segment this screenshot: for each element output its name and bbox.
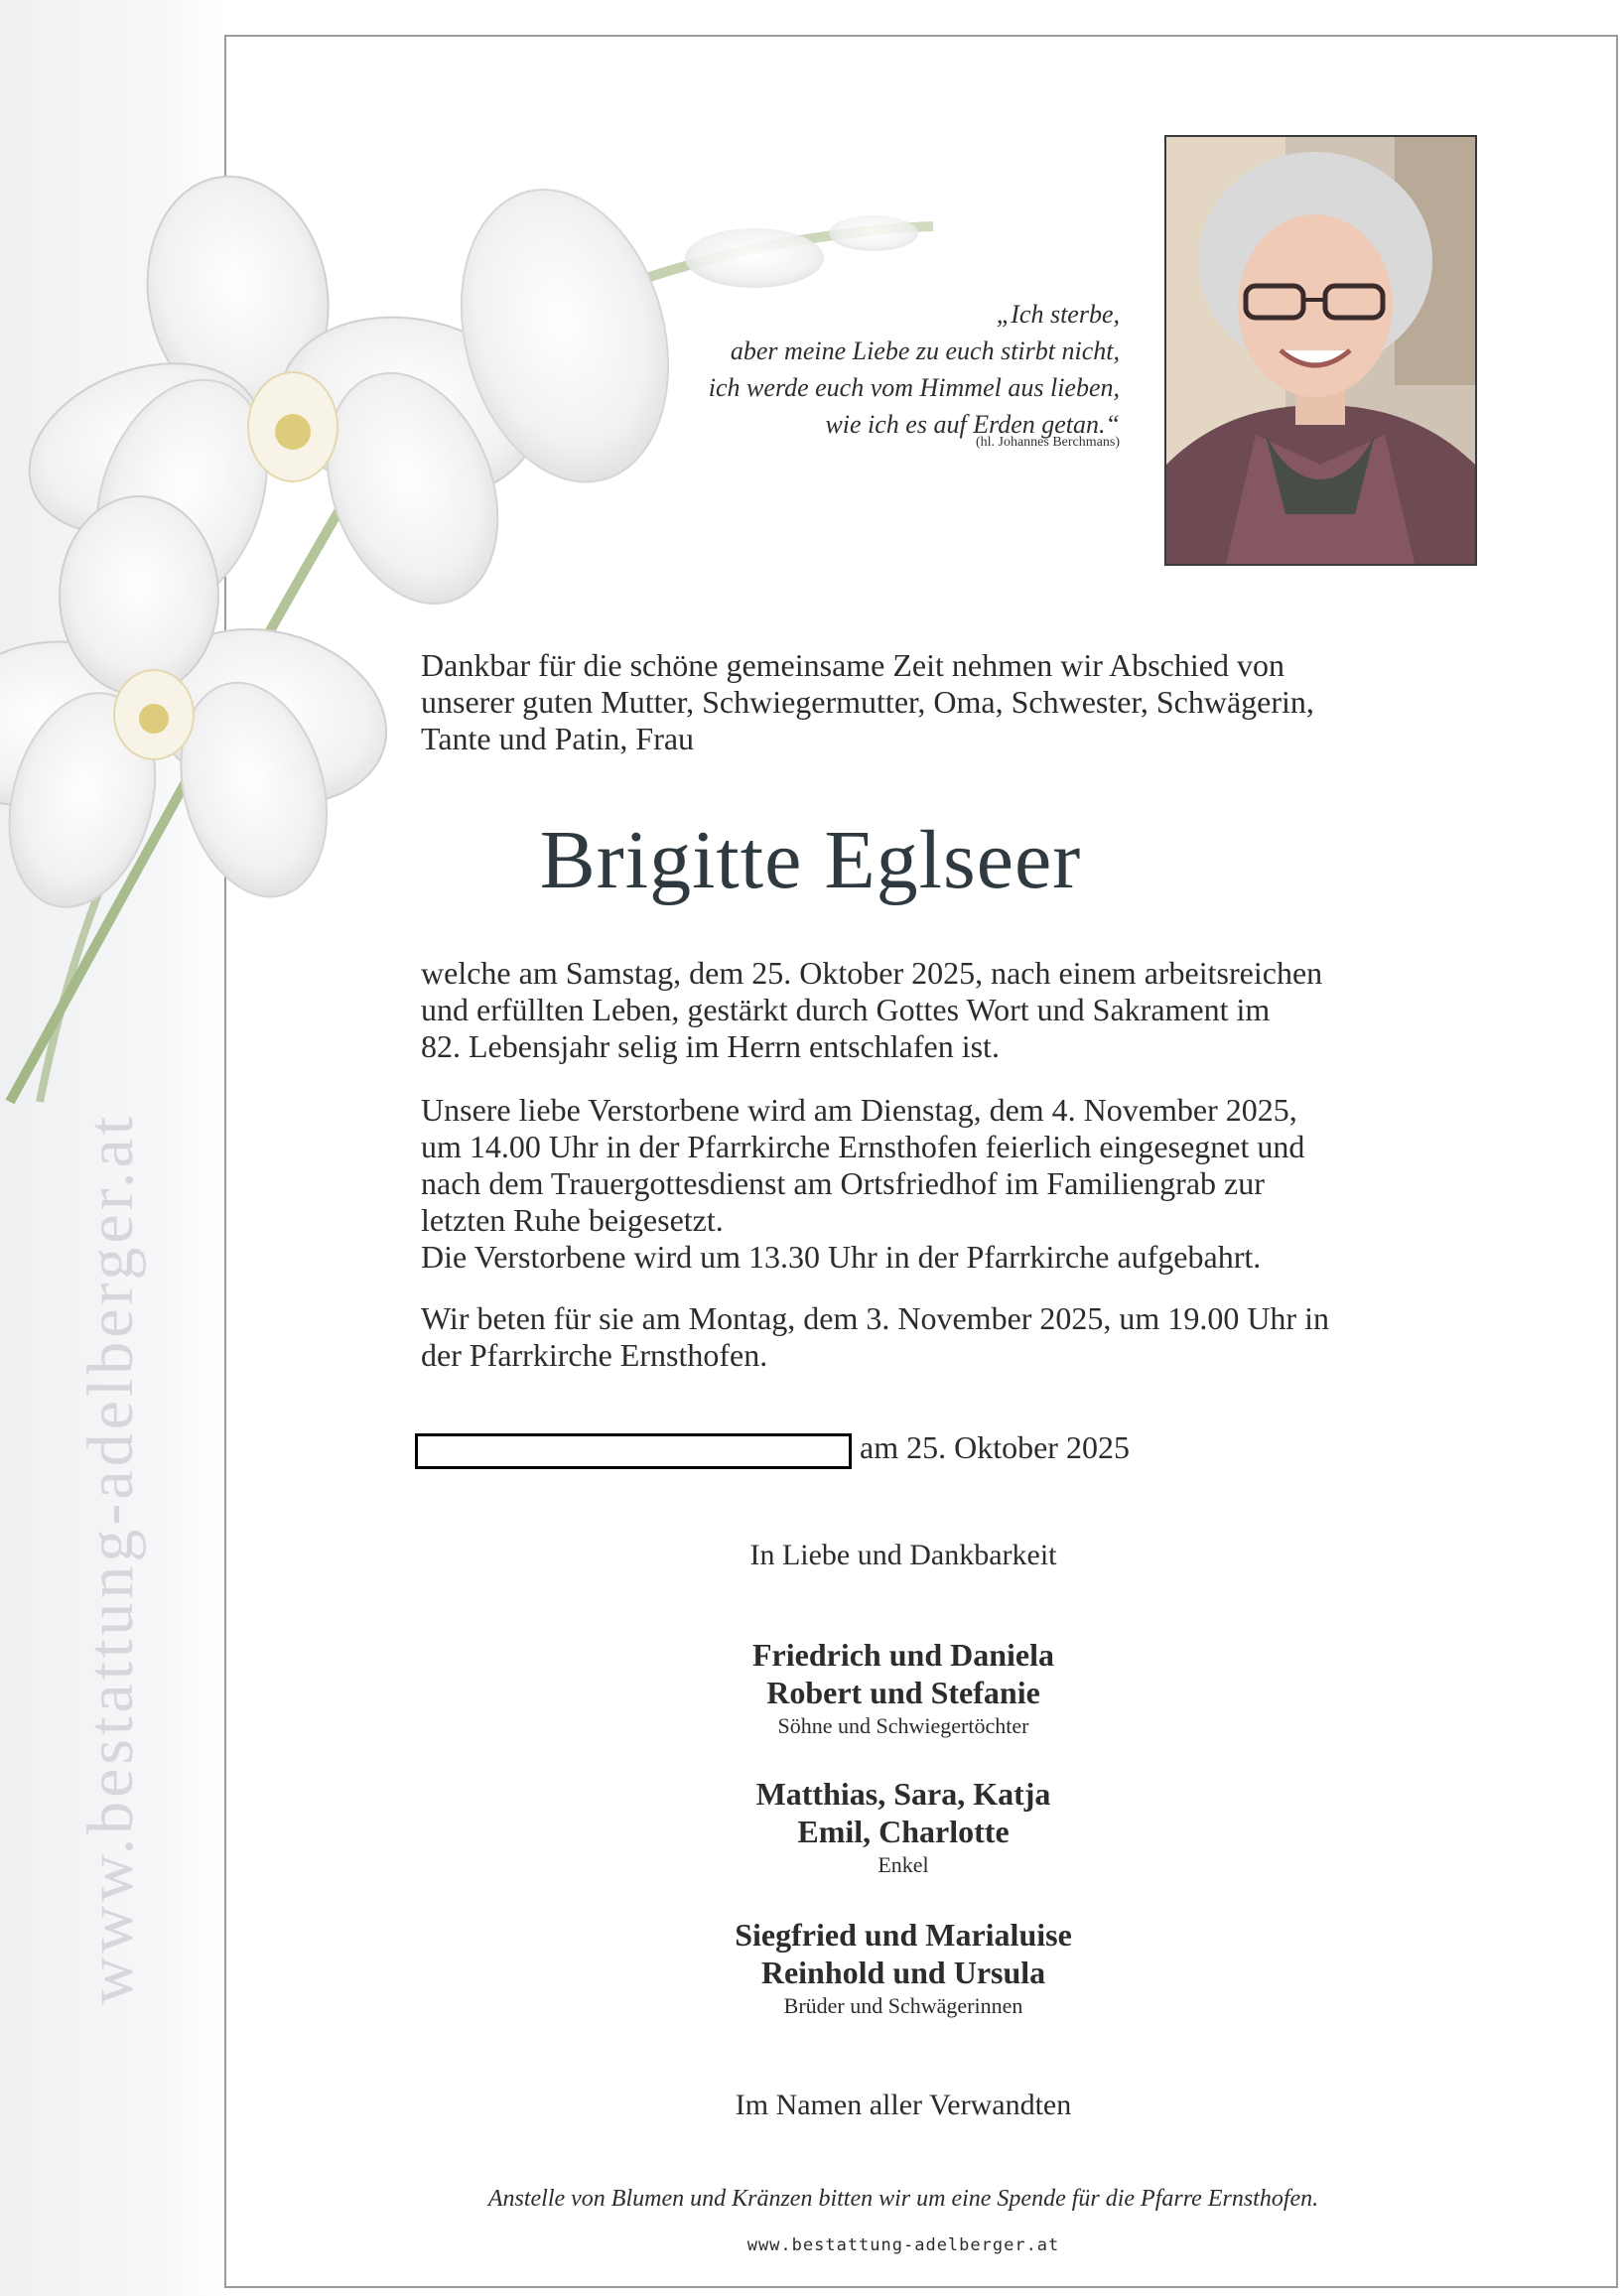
family-role: Brüder und Schwägerinnen	[783, 1993, 1023, 2018]
death-line: 82. Lebensjahr selig im Herrn entschlafen ist.	[421, 1028, 1000, 1064]
footer-url: www.bestattung-adelberger.at	[746, 2235, 1060, 2255]
prayer-line: der Pfarrkirche Ernsthofen.	[421, 1337, 768, 1373]
intro-line: unserer guten Mutter, Schwiegermutter, Oma, Schwester, Schwägerin,	[421, 684, 1314, 720]
family-names: Emil, Charlotte	[797, 1814, 1010, 1849]
family-group-siblings	[0, 1916, 1621, 2021]
family-names: Reinhold und Ursula	[760, 1955, 1046, 1990]
family-role: Söhne und Schwiegertöchter	[777, 1713, 1029, 1738]
funeral-line: Die Verstorbene wird um 13.30 Uhr in der Pfarrkirche aufgebahrt.	[421, 1239, 1262, 1275]
family-group-grandchildren	[0, 1775, 1621, 1880]
intro-paragraph	[421, 647, 1384, 757]
funeral-line: Unsere liebe Verstorbene wird am Dienstag, dem 4. November 2025,	[421, 1092, 1297, 1128]
portrait-illustration	[1166, 137, 1475, 564]
quote-block	[604, 296, 1120, 443]
quote-line: wie ich es auf Erden getan.“	[825, 410, 1120, 439]
quote-line: aber meine Liebe zu euch stirbt nicht,	[730, 337, 1120, 365]
family-names: Siegfried und Marialuise	[735, 1917, 1072, 1953]
quote-line: „Ich sterbe,	[996, 300, 1120, 329]
donation-note: Anstelle von Blumen und Kränzen bitten wir um eine Spende für die Pfarre Ernsthofen.	[487, 2186, 1319, 2212]
watermark-url: www.bestattung-adelberger.at	[74, 1112, 147, 2005]
death-paragraph	[421, 955, 1384, 1065]
place-date: am 25. Oktober 2025	[860, 1429, 1130, 1465]
quote-line: ich werde euch vom Himmel aus lieben,	[708, 373, 1120, 402]
family-names: Matthias, Sara, Katja	[755, 1776, 1051, 1812]
family-names: Robert und Stefanie	[766, 1675, 1040, 1710]
intro-line: Tante und Patin, Frau	[421, 721, 695, 756]
portrait-photo	[1164, 135, 1477, 566]
on-behalf-line: Im Namen aller Verwandten	[735, 2089, 1072, 2121]
funeral-line: nach dem Trauergottesdienst am Ortsfriedhof im Familiengrab zur	[421, 1165, 1265, 1201]
deceased-name: Brigitte Eglseer	[539, 814, 1082, 906]
funeral-line: letzten Ruhe beigesetzt.	[421, 1202, 724, 1238]
family-role: Enkel	[878, 1852, 929, 1877]
family-group-sons	[0, 1636, 1621, 1741]
death-line: welche am Samstag, dem 25. Oktober 2025, nach einem arbeitsreichen	[421, 955, 1323, 991]
quote-source: (hl. Johannes Berchmans)	[975, 435, 1120, 450]
funeral-line: um 14.00 Uhr in der Pfarrkirche Ernsthofen feierlich eingesegnet und	[421, 1129, 1305, 1164]
prayer-line: Wir beten für sie am Montag, dem 3. November 2025, um 19.00 Uhr in	[421, 1300, 1329, 1336]
death-line: und erfüllten Leben, gestärkt durch Gottes Wort und Sakrament im	[421, 992, 1271, 1027]
funeral-paragraph	[421, 1092, 1384, 1276]
redacted-place	[415, 1433, 852, 1469]
prayer-paragraph	[421, 1300, 1384, 1374]
family-names: Friedrich und Daniela	[751, 1637, 1054, 1673]
intro-line: Dankbar für die schöne gemeinsame Zeit nehmen wir Abschied von	[421, 647, 1284, 683]
closing-greeting: In Liebe und Dankbarkeit	[749, 1539, 1057, 1571]
